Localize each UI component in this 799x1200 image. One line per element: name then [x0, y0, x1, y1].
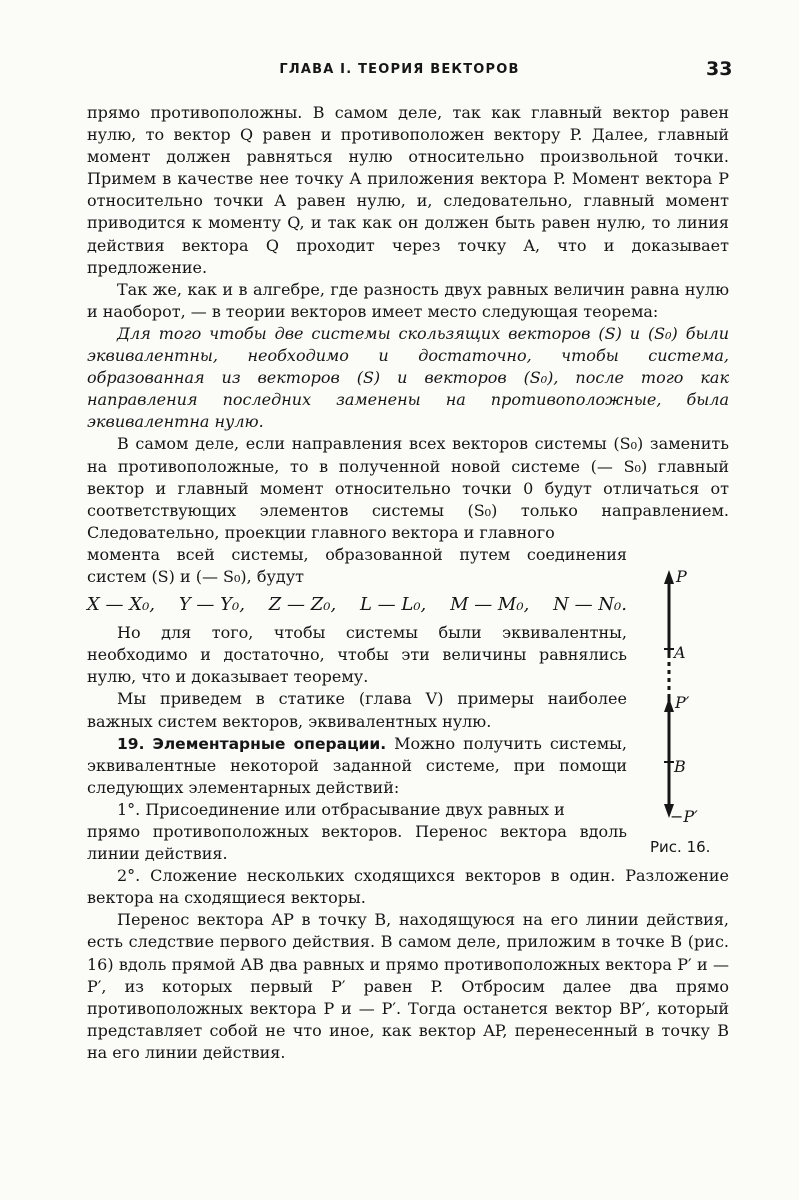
paragraph: момента всей системы, образованной путем соединения систем (S) и (— S₀), будут [87, 544, 627, 586]
formula-term: M — M₀, [450, 594, 530, 616]
section-paragraph [87, 733, 627, 799]
paragraph: Мы приведем в статике (глава V) примеры наиболее важных систем векторов, эквивалентных нулю. [87, 689, 627, 731]
arrowhead-P-prime-icon [664, 698, 674, 712]
figure-16-vector-diagram [650, 566, 730, 836]
label-A: A [674, 643, 686, 662]
formula-term: Y — Y₀, [178, 594, 245, 616]
label-minus-P-prime: −P′ [670, 807, 698, 826]
section-title: Элементарные операции. [152, 734, 387, 753]
paragraph: Так же, как и в алгебре, где разность двух равных величин равна нулю и наоборот, — в теории векторов имеет место следующая теорема: [87, 279, 729, 321]
paragraph: В самом деле, если направления всех векторов системы (S₀) заменить на противоположные, то в полученной новой системе (— S₀) главный вектор и главный момент относительно точки 0 будут отличаться от соответствующих элементов системы (S₀) только направлением. Следовательно, проекции главного вектора и главного [87, 434, 729, 542]
paragraph: прямо противоположны. В самом деле, так как главный вектор равен нулю, то вектор Q равен и противоположен вектору P. Далее, главный момент должен равняться нулю относительно произвольной точки. Примем в качестве нее точку A приложения вектора P. Момент вектора P относительно точки A равен нулю, и, следовательно, главный момент приводится к моменту Q, и так как он должен быть равен нулю, то линия действия вектора Q проходит через точку A, что и доказывает предложение. [87, 103, 729, 277]
label-B: B [674, 757, 686, 776]
theorem-statement: Для того чтобы две системы скользящих векторов (S) и (S₀) были эквивалентны, необходимо и достаточно, чтобы система, образованная из векторов (S) и векторов (S₀), после того как направления последних заменены на противоположные, была эквивалентна нулю. [87, 323, 729, 432]
section-number: 19. [117, 734, 145, 753]
formula-term: X — X₀, [87, 594, 156, 616]
page-number: 33 [706, 58, 733, 80]
formula-term: Z — Z₀, [268, 594, 337, 616]
label-P-prime: P′ [675, 693, 690, 712]
list-item-1-start: 1°. Присоединение или отбрасывание двух равных и [117, 799, 565, 819]
label-P: P [676, 567, 687, 586]
paragraph: Перенос вектора AP в точку B, находящуюся на его линии действия, есть следствие первого действия. В самом деле, приложим в точке B (рис. 16) вдоль прямой AB два равных и прямо противоположных вектора P′ и — P′, из которых первый P′ равен P. Отбросим далее два прямо противоположных вектора P и — P′. Тогда останется вектор BP′, который представляет собой не что иное, как вектор AP, перенесенный в точку B на его линии действия. [87, 910, 729, 1062]
projection-formula [87, 594, 627, 616]
list-item-1-rest: прямо противоположных векторов. Перенос вектора вдоль линии действия. [87, 822, 627, 864]
formula-term: L — L₀, [359, 594, 427, 616]
paragraph: Но для того, чтобы системы были эквивалентны, необходимо и достаточно, чтобы эти величины равнялись нулю, что и доказывает теорему. [87, 623, 627, 687]
list-item-2: 2°. Сложение нескольких сходящихся векторов в один. Разложение вектора на сходящиеся векторы. [87, 866, 729, 908]
figure-caption: Рис. 16. [650, 838, 711, 856]
section-text: Можно получить системы, эквивалентные некоторой заданной системе, при помощи следующих элементарных действий: [87, 733, 627, 797]
chapter-title: ГЛАВА I. ТЕОРИЯ ВЕКТОРОВ [279, 62, 520, 77]
body-text [87, 102, 729, 1064]
arrowhead-P-icon [664, 570, 674, 584]
formula-term: N — N₀. [553, 594, 627, 616]
